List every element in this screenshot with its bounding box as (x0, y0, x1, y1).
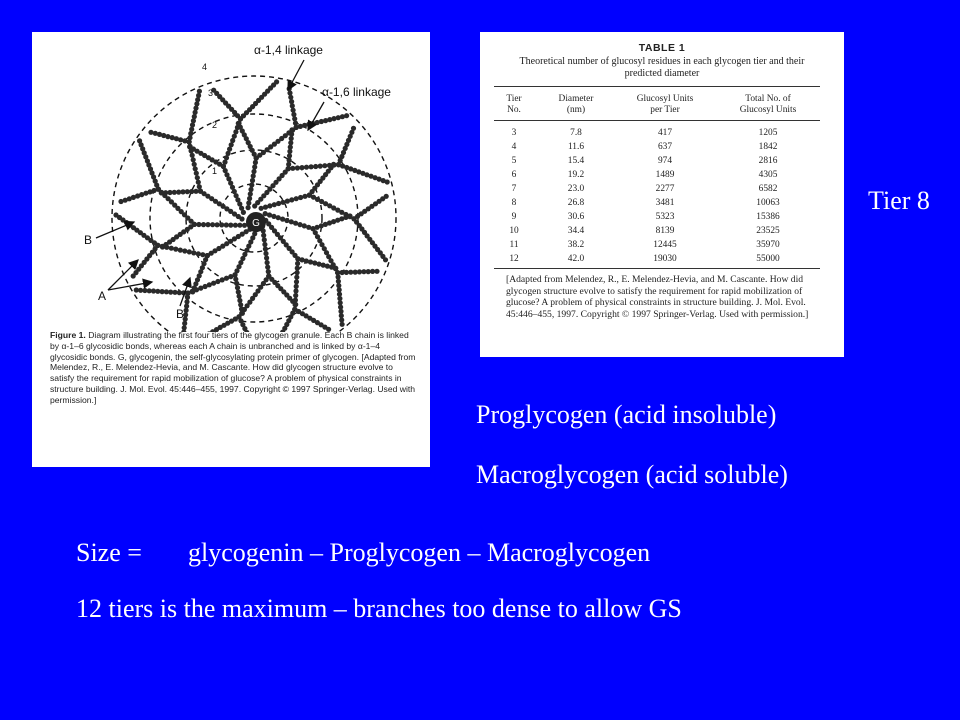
glucose-bead (178, 248, 183, 253)
glucose-bead (285, 199, 290, 204)
table-cell: 10063 (756, 198, 780, 208)
glucose-bead (293, 121, 298, 126)
glucose-bead (232, 272, 237, 277)
glucose-bead (137, 138, 142, 143)
table-cell: 2816 (758, 156, 778, 166)
alpha-14-label: α-1,4 linkage (254, 43, 323, 57)
glucose-bead (193, 166, 198, 171)
glucose-bead (274, 79, 279, 84)
glucose-bead (295, 165, 300, 170)
glycogenin-label: G (252, 218, 260, 229)
table-header (620, 94, 710, 115)
glucose-bead (190, 289, 195, 294)
glucose-bead (289, 127, 294, 132)
glucose-bead (190, 153, 195, 158)
glucose-bead (295, 266, 300, 271)
glucose-bead (210, 222, 215, 227)
glucose-bead (264, 255, 269, 260)
glucose-bead (196, 251, 201, 256)
table-cell: 3 (511, 128, 517, 138)
size-sequence: glycogenin – Proglycogen – Macroglycogen (188, 538, 651, 567)
glucosyl-table (480, 32, 844, 357)
header-line: No. (507, 104, 521, 115)
tier-number: 2 (212, 120, 218, 130)
glucose-bead (294, 279, 299, 284)
figure-caption-head: Figure 1. (50, 330, 86, 340)
glucose-bead (205, 222, 210, 227)
glucose-bead (289, 132, 294, 137)
glucose-bead (289, 99, 294, 104)
glucose-bead (276, 215, 281, 220)
glucose-bead (173, 247, 178, 252)
glucose-bead (248, 187, 253, 192)
header-line: per Tier (650, 104, 680, 115)
glucose-bead (289, 197, 294, 202)
table-cell: 5323 (655, 212, 675, 222)
alpha-16-label: α-1,6 linkage (322, 85, 391, 99)
a-chain-label: A (98, 289, 107, 303)
glucose-bead (266, 269, 271, 274)
glucose-bead (322, 163, 327, 168)
table-cell: 6582 (758, 184, 778, 194)
table-subtitle: Theoretical number of glucosyl residues in each glycogen tier and their predicted diameter (519, 56, 805, 79)
figure-caption-body: Diagram illustrating the first four tiers of the glycogen granule. Each B chain is linked by α-1–6 glycosidic bonds, whereas each A chain is unbranched and is linked by α-1–4 glycosidic bonds. G, glycogenin, the self-glycosylating protein primer of glycogen. [Adapted from Melendez, R., E. Melendez-Hevia, and M. Cascante. How did glycogen structure evolve to satisfy the requirement for rapid mobilization of glucose? A problem of physical constraints in structure building. J. Mol. Evol. 45:446–455, 1997. Copyright © 1997 Springer-Verlag. Used with permission.] (50, 330, 416, 405)
glucose-bead (294, 284, 299, 289)
glucose-bead (290, 166, 295, 171)
glucose-bead (250, 178, 255, 183)
glucose-bead (280, 200, 285, 205)
glucose-bead (196, 180, 201, 185)
glucose-bead (234, 281, 239, 286)
glucose-bead (262, 242, 267, 247)
glucose-bead (240, 311, 245, 316)
glucose-bead (185, 295, 190, 300)
glucose-bead (267, 212, 272, 217)
glucose-bead (351, 126, 356, 131)
glucose-bead (196, 222, 201, 227)
glucose-bead (194, 171, 199, 176)
glucose-bead (197, 184, 202, 189)
glucose-bead (184, 308, 189, 313)
glucose-bead (292, 116, 297, 121)
table-cell: 8139 (655, 226, 675, 236)
figure-caption (50, 330, 416, 406)
table-cell: 637 (657, 142, 673, 152)
glucose-bead (131, 273, 136, 278)
glucose-bead (302, 223, 307, 228)
b-chain-label: B (84, 233, 93, 247)
tier-8-label: Tier 8 (868, 186, 930, 215)
glucose-bead (248, 191, 253, 196)
table-note: [Adapted from Melendez, R., E. Melendez-Hevia, and M. Cascante. How did glycogen structure evolve to satisfy the requirement for rapid mobilization of glucose? A problem of physical constraints in structure building. J. Mol. Evol. 45:446–455, 1997. Copyright © 1997 Springer-Verlag. Used with permission.] (506, 274, 809, 320)
glucose-bead (193, 110, 198, 115)
table-cell: 8 (511, 198, 517, 208)
glucose-bead (344, 113, 349, 118)
glucose-bead (374, 269, 379, 274)
glucose-bead (195, 175, 200, 180)
glucose-bead (261, 233, 266, 238)
pointer-arrow (288, 60, 304, 90)
table-cell: 4305 (758, 170, 778, 180)
pointer-arrow (308, 102, 324, 130)
glucose-bead (287, 153, 292, 158)
glycogen-diagram (32, 32, 430, 332)
glucose-bead (293, 293, 298, 298)
table-cell: 1842 (758, 142, 778, 152)
table-header (720, 94, 816, 115)
glucose-bead (291, 108, 296, 113)
glucose-bead (308, 259, 313, 264)
header-line: Glucosyl Units (739, 104, 797, 115)
table-rule (494, 120, 820, 121)
table-cell: 11.6 (567, 142, 585, 152)
table-title: TABLE 1 (638, 42, 686, 54)
glucose-bead (237, 298, 242, 303)
header-line: Total No. of (745, 94, 791, 104)
glucose-bead (293, 302, 298, 307)
table-cell: 4 (511, 142, 517, 152)
glucose-bead (187, 249, 192, 254)
tier-number: 4 (202, 62, 208, 72)
tier-number: 3 (208, 88, 214, 98)
proglycogen-text: Proglycogen (acid insoluble) (476, 400, 777, 429)
table-cell: 34.4 (567, 226, 585, 236)
glucose-bead (246, 205, 251, 210)
glucose-bead (293, 288, 298, 293)
table-cell: 1205 (758, 128, 778, 138)
table-cell: 23525 (756, 226, 780, 236)
glucose-bead (159, 190, 164, 195)
glucose-bead (299, 165, 304, 170)
header-line: Diameter (558, 94, 594, 104)
glucose-bead (263, 251, 268, 256)
table-cell: 7.8 (570, 128, 582, 138)
header-line: Glucosyl Units (636, 94, 694, 104)
glucose-bead (237, 223, 242, 228)
glucose-bead (288, 95, 293, 100)
table-cell: 9 (511, 212, 517, 222)
glucose-bead (384, 194, 389, 199)
glucose-bead (239, 306, 244, 311)
table-cell: 26.8 (567, 198, 585, 208)
header-line: Tier (506, 94, 522, 104)
glucose-bead (383, 257, 388, 262)
glucose-bead (182, 321, 187, 326)
b-chain-label: B (176, 307, 185, 321)
glucose-bead (347, 213, 352, 218)
header-line: (nm) (566, 104, 586, 115)
glucose-bead (224, 222, 229, 227)
glucose-bead (249, 182, 254, 187)
table-cell: 1489 (655, 170, 675, 180)
glucose-bead (331, 162, 336, 167)
table-header (544, 94, 608, 115)
glucose-bead (262, 237, 267, 242)
table-rule (494, 86, 820, 87)
table-cell: 974 (657, 156, 673, 166)
table-cell: 2277 (655, 184, 675, 194)
table-cell: 35970 (756, 240, 780, 250)
table-cell: 19.2 (567, 170, 585, 180)
table-cell: 38.2 (567, 240, 585, 250)
glucose-bead (265, 265, 270, 270)
glucose-bead (200, 252, 205, 257)
glucose-bead (169, 246, 174, 251)
glucose-bead (192, 162, 197, 167)
macroglycogen-text: Macroglycogen (acid soluble) (476, 460, 788, 489)
glucose-bead (219, 222, 224, 227)
glucose-bead (267, 203, 272, 208)
glucose-bead (233, 223, 238, 228)
glucose-bead (160, 244, 165, 249)
glucose-bead (287, 90, 292, 95)
glucose-bead (294, 196, 299, 201)
glucose-bead (113, 212, 118, 217)
glucose-bead (309, 164, 314, 169)
tiers-maximum-text: 12 tiers is the maximum – branches too dense to allow GS (76, 594, 682, 623)
glucose-bead (189, 127, 194, 132)
table-cell: 23.0 (567, 184, 585, 194)
glucose-bead (247, 196, 252, 201)
glucose-bead (215, 222, 220, 227)
table-cell: 5 (511, 156, 517, 166)
table-cell: 11 (509, 240, 519, 250)
glucose-bead (134, 287, 139, 292)
glucose-bead (253, 160, 258, 165)
table-cell: 42.0 (567, 254, 585, 264)
table-cell: 55000 (756, 254, 780, 264)
glucose-bead (340, 322, 345, 327)
glucose-bead (263, 205, 268, 210)
glucose-bead (385, 179, 390, 184)
pointer-arrow (96, 222, 134, 238)
glucose-bead (293, 221, 298, 226)
glucose-bead (237, 294, 242, 299)
table-cell: 6 (511, 170, 517, 180)
glucose-bead (228, 223, 233, 228)
glucose-bead (313, 164, 318, 169)
glucose-bead (298, 195, 303, 200)
glucose-bead (182, 248, 187, 253)
table-header (488, 94, 540, 115)
table-cell: 12 (509, 254, 519, 264)
size-label: Size = (76, 538, 142, 567)
table-cell: 10 (509, 226, 519, 236)
glucose-bead (265, 260, 270, 265)
glucose-bead (236, 121, 241, 126)
glucose-bead (295, 261, 300, 266)
glucose-bead (294, 275, 299, 280)
glucose-bead (148, 130, 153, 135)
glucose-bead (197, 89, 202, 94)
glucose-bead (201, 222, 206, 227)
glucose-bead (251, 173, 256, 178)
table-cell: 12445 (653, 240, 677, 250)
glucose-bead (170, 135, 175, 140)
table-cell: 417 (657, 128, 673, 138)
glucose-bead (284, 218, 289, 223)
table-cell: 7 (511, 184, 517, 194)
table-cell: 15.4 (567, 156, 585, 166)
table-cell: 3481 (655, 198, 675, 208)
glucose-bead (235, 285, 240, 290)
glucose-bead (276, 201, 281, 206)
glucose-bead (252, 164, 257, 169)
glucose-bead (251, 169, 256, 174)
glucose-bead (304, 165, 309, 170)
glucose-bead (118, 199, 123, 204)
glucose-bead (191, 157, 196, 162)
glucose-bead (318, 164, 323, 169)
glucose-bead (291, 112, 296, 117)
tier-number: 1 (212, 166, 218, 176)
table-rule (494, 268, 820, 269)
glucose-bead (246, 200, 251, 205)
glucose-bead (191, 250, 196, 255)
table-cell: 19030 (653, 254, 677, 264)
glucose-bead (196, 93, 201, 98)
table-cell: 30.6 (567, 212, 585, 222)
glycogen-figure (32, 32, 430, 467)
glucose-bead (263, 246, 268, 251)
glucose-bead (153, 131, 158, 136)
glucose-bead (187, 144, 192, 149)
glucose-bead (295, 270, 300, 275)
table-cell: 15386 (756, 212, 780, 222)
glucose-bead (302, 194, 307, 199)
glucose-bead (259, 206, 264, 211)
